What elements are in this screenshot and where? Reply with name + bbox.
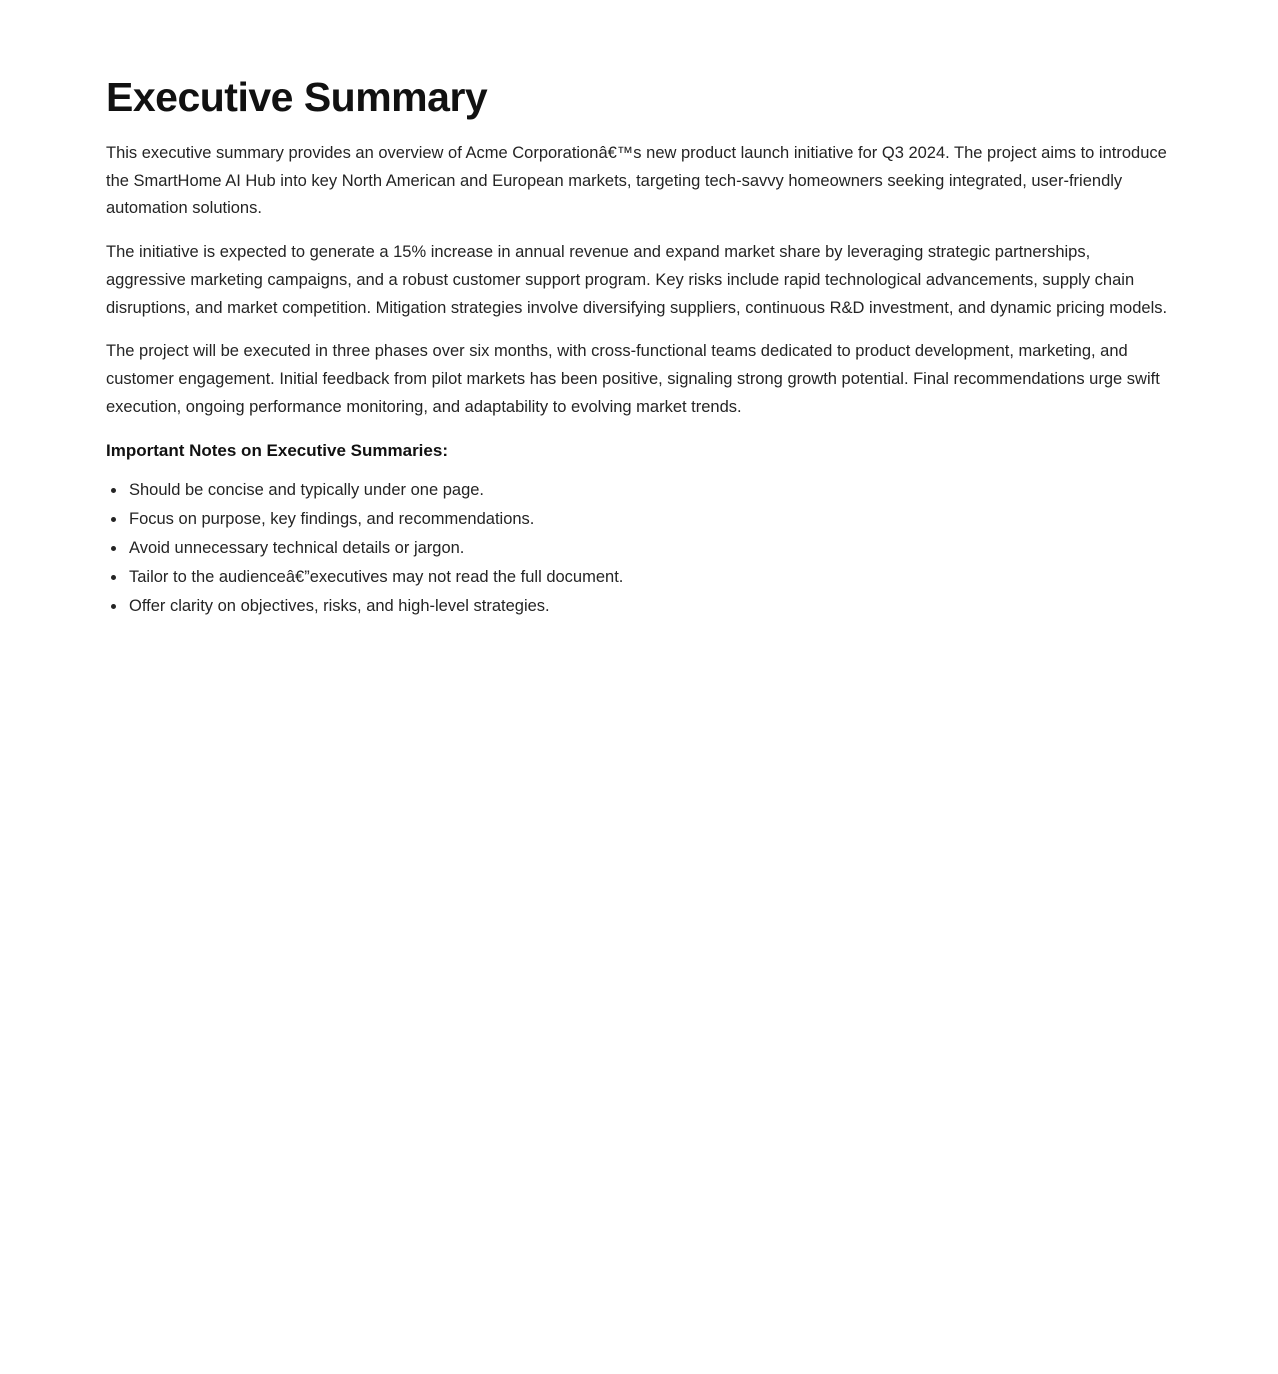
notes-heading: Important Notes on Executive Summaries: xyxy=(106,441,448,461)
page-title: Executive Summary xyxy=(106,74,488,120)
list-item: • Tailor to the audienceâ€”executives may not read the full document. xyxy=(127,563,1168,592)
summary-paragraph-1: This executive summary provides an overview of Acme Corporationâ€™s new product launch initiative for Q3 2024. The project aims to introduce the SmartHome AI Hub into key North American and European markets, targeting tech-savvy homeowners seeking integrated, user-friendly automation solutions. xyxy=(106,144,1167,218)
list-item: • Avoid unnecessary technical details or jargon. xyxy=(127,534,1168,563)
document-page xyxy=(106,74,1168,621)
summary-paragraph-2: The initiative is expected to generate a 15% increase in annual revenue and expand market share by leveraging strategic partnerships, aggressive marketing campaigns, and a robust customer support program. Key risks include rapid technological advancements, supply chain disruptions, and market competition. Mitigation strategies involve diversifying suppliers, continuous R&D investment, and dynamic pricing models. xyxy=(106,243,1168,317)
list-item: • Offer clarity on objectives, risks, and high-level strategies. xyxy=(127,592,1168,621)
list-item: • Should be concise and typically under one page. xyxy=(127,476,1168,505)
notes-list xyxy=(106,476,1168,621)
list-item: • Focus on purpose, key findings, and recommendations. xyxy=(127,505,1168,534)
summary-paragraph-3: The project will be executed in three phases over six months, with cross-functional teams dedicated to product development, marketing, and customer engagement. Initial feedback from pilot markets has been positive, signaling strong growth potential. Final recommendations urge swift execution, ongoing performance monitoring, and adaptability to evolving market trends. xyxy=(106,342,1160,416)
